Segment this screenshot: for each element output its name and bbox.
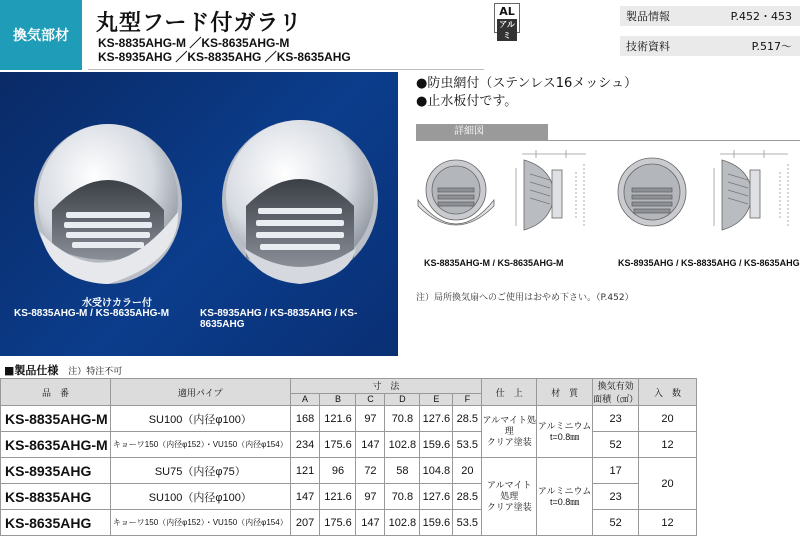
hood-unit-left (34, 124, 182, 284)
finish-line: アルマイト (487, 480, 532, 490)
col-header-e: E (420, 393, 453, 405)
info-row-product[interactable] (620, 6, 800, 26)
detail-label-right: KS-8935AHG / KS-8835AHG / KS-8635AHG (618, 258, 800, 268)
aluminum-badge (494, 3, 520, 40)
cell-material-group-2 (537, 458, 593, 536)
cell-qty: 20 (639, 406, 697, 432)
cell-a: 234 (290, 432, 320, 458)
model-list (98, 36, 351, 64)
detail-label-left: KS-8835AHG-M / KS-8635AHG-M (424, 258, 564, 268)
cell-d: 102.8 (385, 432, 420, 458)
cell-b: 96 (320, 458, 356, 484)
info-label: 製品情報 (626, 10, 670, 23)
table-row (1, 510, 697, 536)
finish-line: 処理 (500, 491, 519, 501)
material-line: t=0.8㎜ (550, 431, 580, 442)
cell-area: 52 (593, 432, 639, 458)
cell-c: 97 (356, 484, 385, 510)
material-line: アルミニウム (537, 485, 592, 496)
finish-line: クリア塗装 (486, 437, 532, 447)
detail-drawing-left (416, 148, 596, 248)
col-header-qty: 入 数 (639, 379, 697, 406)
col-header-b: B (320, 393, 356, 405)
cell-a: 121 (290, 458, 320, 484)
cell-area: 23 (593, 406, 639, 432)
detail-divider (416, 140, 800, 141)
cell-c: 97 (356, 406, 385, 432)
cell-pipe: キョーワ150（内径φ152）・VU150（内径φ154） (110, 432, 290, 458)
cell-finish-group-1 (482, 406, 537, 458)
detail-tab: 詳細図 (416, 124, 548, 140)
table-row (1, 484, 697, 510)
info-row-technical[interactable] (620, 36, 800, 56)
col-header-pipe: 適用パイプ (110, 379, 290, 406)
cell-f: 28.5 (453, 484, 482, 510)
col-header-a: A (290, 393, 320, 405)
col-header-area: 換気有効面積（㎠） (593, 379, 639, 406)
cell-c: 147 (356, 432, 385, 458)
detail-note: 注）局所換気扇へのご使用はおやめ下さい。（P.452） (416, 293, 634, 303)
cell-model: KS-8935AHG (1, 458, 111, 484)
material-line: t=0.8㎜ (550, 496, 580, 507)
detail-drawing-right (612, 148, 800, 248)
model-list-line-2: KS-8935AHG ／KS-8835AHG ／KS-8635AHG (98, 50, 351, 64)
finish-line: アルマイト処理 (482, 415, 537, 436)
cell-d: 58 (385, 458, 420, 484)
cell-a: 147 (290, 484, 320, 510)
cell-d: 70.8 (385, 484, 420, 510)
photo-caption-right: KS-8935AHG / KS-8835AHG / KS-8635AHG (200, 308, 358, 330)
cell-area: 52 (593, 510, 639, 536)
info-value[interactable]: P.452・453 (730, 10, 792, 23)
cell-material-group-1 (537, 406, 593, 458)
table-row (1, 458, 697, 484)
aluminum-badge-symbol: AL (499, 5, 515, 18)
aluminum-badge-label: アルミ (497, 19, 517, 41)
cell-f: 53.5 (453, 510, 482, 536)
spec-heading (4, 362, 122, 378)
cell-a: 168 (290, 406, 320, 432)
info-value[interactable]: P.517～ (751, 40, 792, 53)
col-header-dims: 寸 法 (290, 379, 482, 394)
cell-b: 175.6 (320, 432, 356, 458)
cell-f: 28.5 (453, 406, 482, 432)
col-header-d: D (385, 393, 420, 405)
col-header-finish: 仕 上 (482, 379, 537, 406)
cell-c: 147 (356, 510, 385, 536)
cell-area: 23 (593, 484, 639, 510)
title-block (88, 0, 484, 70)
cell-c: 72 (356, 458, 385, 484)
cell-e: 127.6 (420, 484, 453, 510)
spec-heading-note: 注）特注不可 (68, 367, 123, 377)
cell-d: 70.8 (385, 406, 420, 432)
feature-insect-screen: ●防虫網付（ステンレス16メッシュ） (416, 76, 638, 91)
photo-caption-left: KS-8835AHG-M / KS-8635AHG-M (14, 308, 170, 319)
cell-pipe: SU100（内径φ100） (110, 484, 290, 510)
cell-a: 207 (290, 510, 320, 536)
cell-e: 127.6 (420, 406, 453, 432)
table-row (1, 406, 697, 432)
col-header-f: F (453, 393, 482, 405)
cell-b: 175.6 (320, 510, 356, 536)
spec-table (0, 378, 697, 536)
cell-pipe: SU75（内径φ75） (110, 458, 290, 484)
cell-d: 102.8 (385, 510, 420, 536)
cell-finish-group-2 (482, 458, 537, 536)
finish-line: クリア塗装 (486, 502, 532, 512)
feature-water-stop: ●止水板付です。 (416, 94, 518, 109)
photo-caption-collar: 水受けカラー付 (82, 298, 152, 309)
info-label: 技術資料 (626, 40, 670, 53)
cell-qty: 12 (639, 510, 697, 536)
category-tab: 換気部材 (0, 0, 82, 70)
cell-e: 159.6 (420, 510, 453, 536)
cell-model: KS-8835AHG (1, 484, 111, 510)
cell-b: 121.6 (320, 406, 356, 432)
hood-unit-right (222, 120, 378, 284)
cell-qty: 12 (639, 432, 697, 458)
cell-pipe: キョーワ150（内径φ152）・VU150（内径φ154） (110, 510, 290, 536)
cell-model: KS-8635AHG-M (1, 432, 111, 458)
cell-e: 159.6 (420, 432, 453, 458)
material-line: アルミニウム (537, 420, 592, 431)
cell-f: 53.5 (453, 432, 482, 458)
cell-model: KS-8835AHG-M (1, 406, 111, 432)
product-photo (0, 72, 398, 356)
cell-e: 104.8 (420, 458, 453, 484)
page-title: 丸型フード付ガラリ (96, 11, 303, 36)
col-header-material: 材 質 (537, 379, 593, 406)
cell-area: 17 (593, 458, 639, 484)
cell-pipe: SU100（内径φ100） (110, 406, 290, 432)
cell-qty-shared: 20 (639, 458, 697, 510)
col-header-model: 品 番 (1, 379, 111, 406)
cell-b: 121.6 (320, 484, 356, 510)
table-row (1, 432, 697, 458)
cell-model: KS-8635AHG (1, 510, 111, 536)
cell-f: 20 (453, 458, 482, 484)
spec-heading-title: ■製品仕様 (4, 364, 59, 377)
col-header-c: C (356, 393, 385, 405)
model-list-line-1: KS-8835AHG-M ／KS-8635AHG-M (98, 36, 290, 50)
